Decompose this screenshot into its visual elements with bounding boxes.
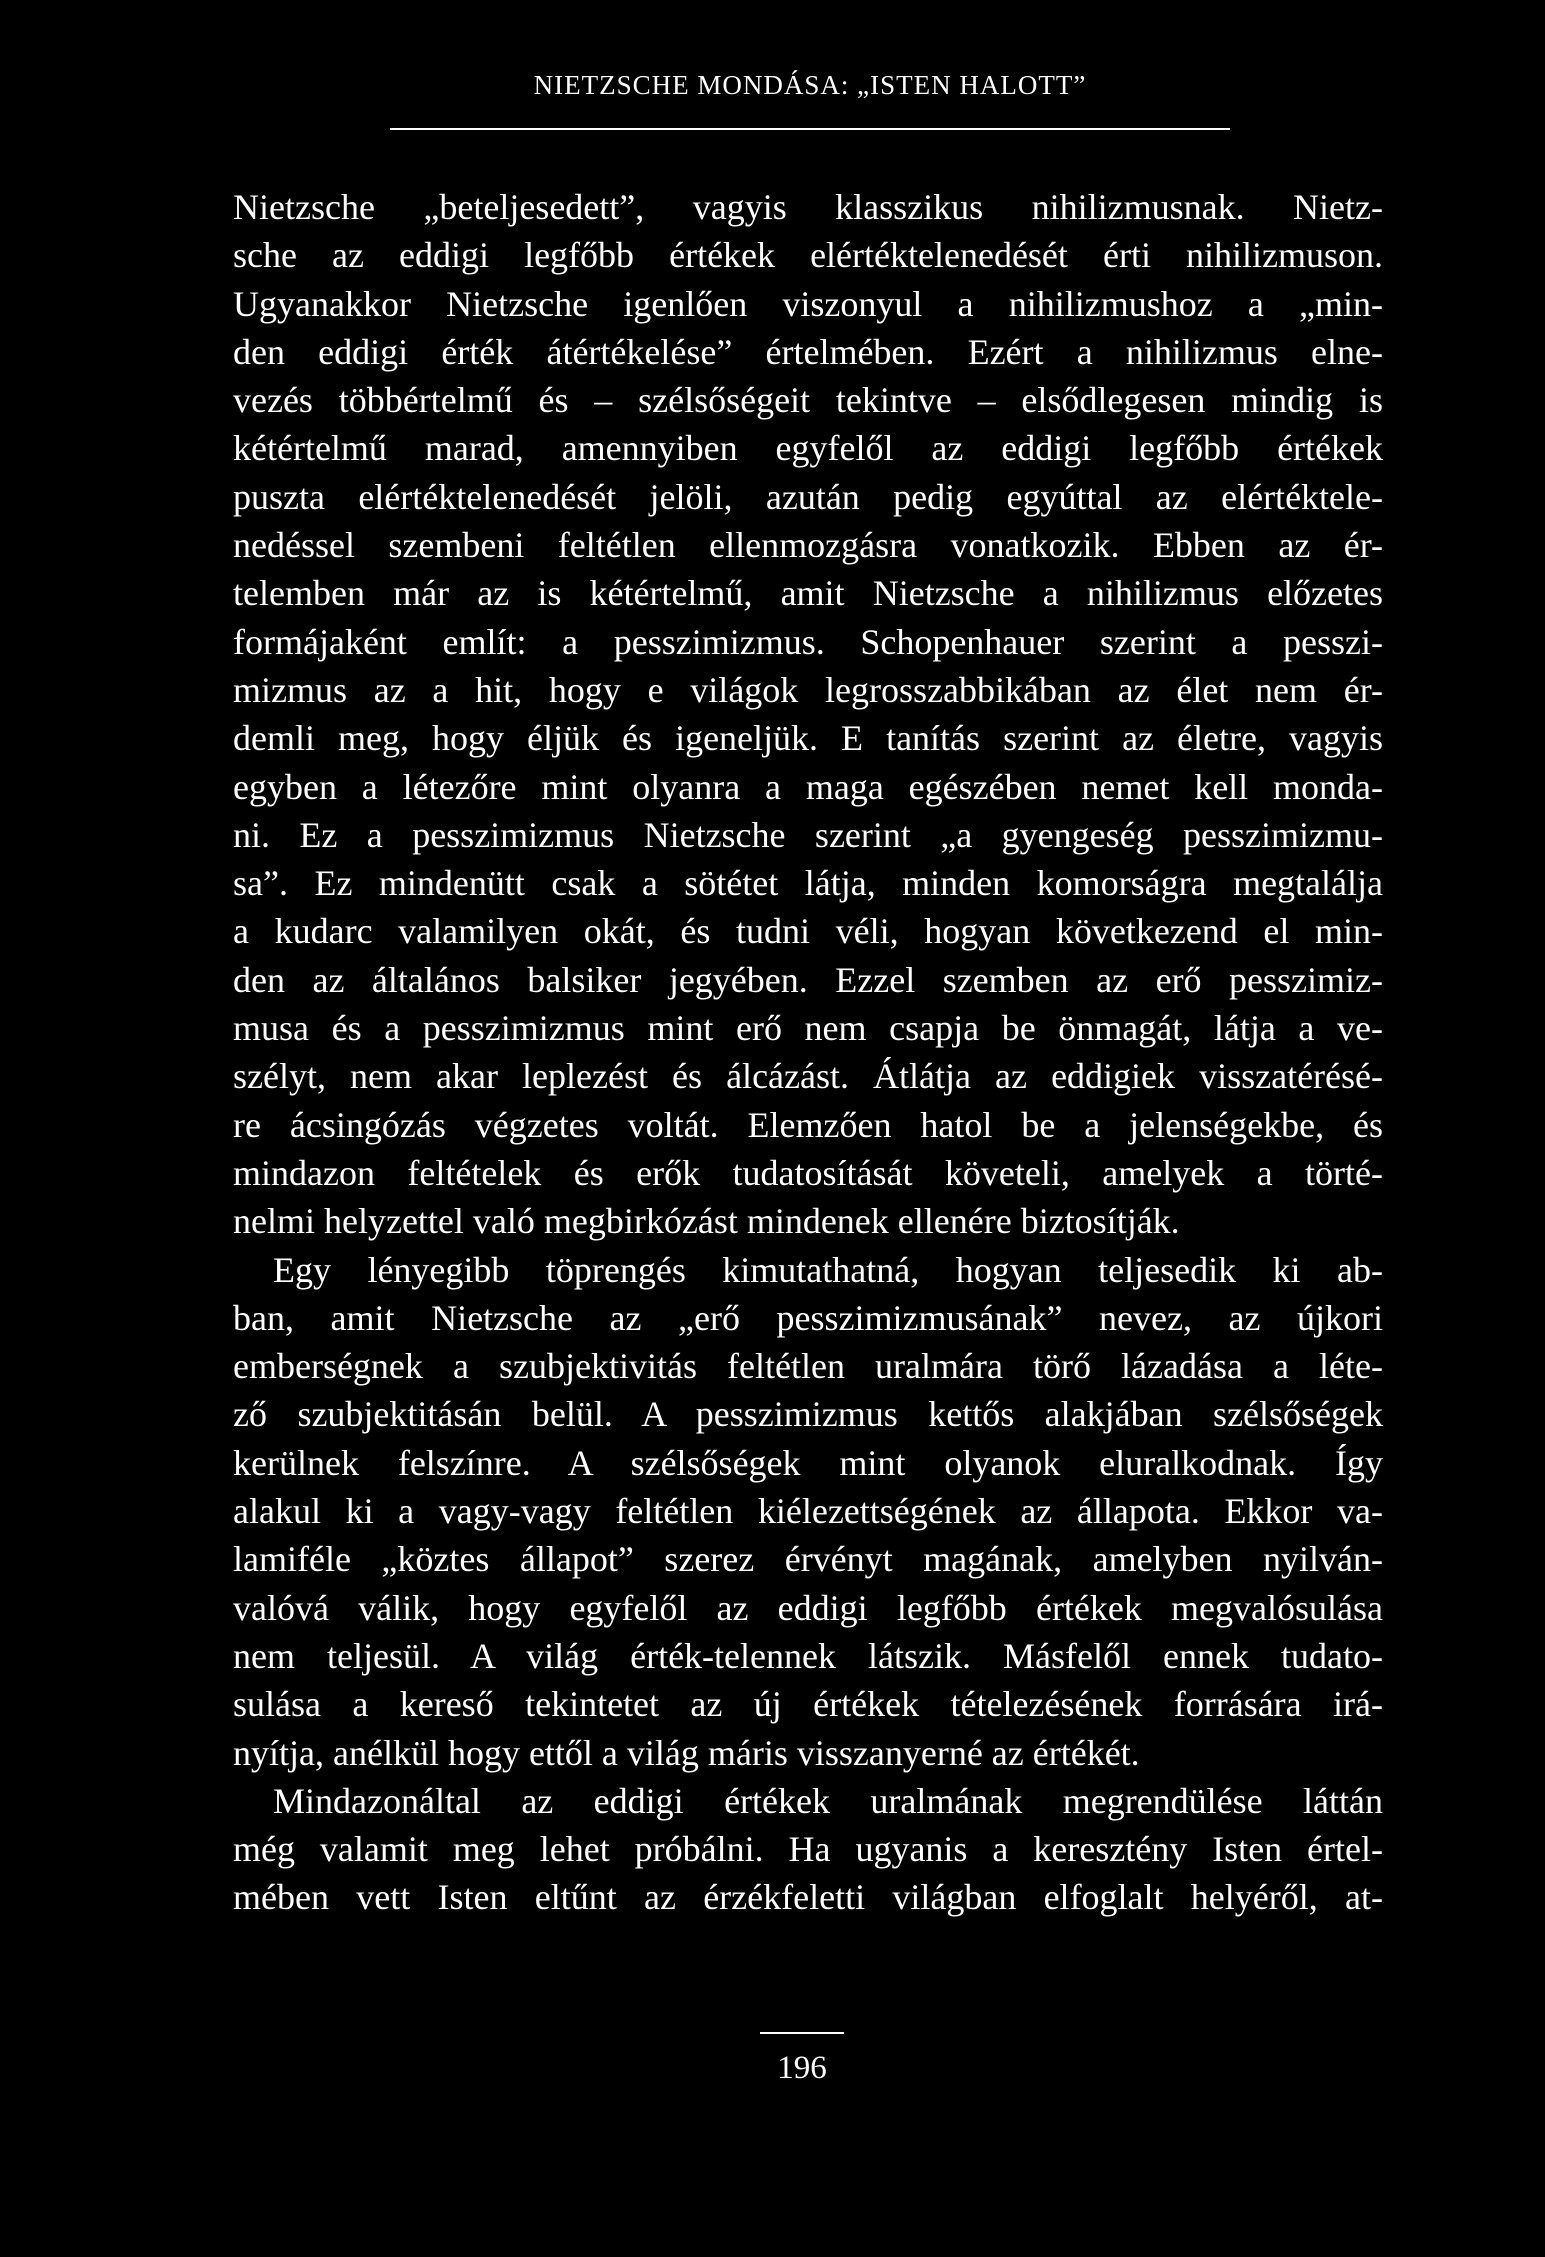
text-line: kétértelmű marad, amennyiben egyfelől az eddigi legfőbb értékek (233, 428, 1383, 469)
text-line: szélyt, nem akar leplezést és álcázást. Átlátja az eddigiek visszatérésé- (233, 1056, 1383, 1097)
text-line: ni. Ez a pesszimizmus Nietzsche szerint „a gyengeség pesszimizmu- (233, 814, 1383, 855)
text-line: még valamit meg lehet próbálni. Ha ugyanis a keresztény Isten értel- (233, 1829, 1383, 1870)
body-text (233, 183, 1383, 1922)
text-line: nyítja, anélkül hogy ettől a világ máris visszanyerné az értékét. (233, 1732, 1140, 1773)
text-line: nelmi helyzettel való megbirkózást mindenek ellenére biztosítják. (233, 1201, 1180, 1242)
text-line: nedéssel szembeni feltétlen ellenmozgásra vonatkozik. Ebben az ér- (233, 525, 1383, 566)
text-line: alakul ki a vagy-vagy feltétlen kiélezettségének az állapota. Ekkor va- (233, 1491, 1383, 1532)
header-rule (390, 128, 1230, 130)
text-line: Egy lényegibb töprengés kimutathatná, hogyan teljesedik ki ab- (273, 1249, 1383, 1290)
text-line: emberségnek a szubjektivitás feltétlen uralmára törő lázadása a léte- (233, 1346, 1383, 1387)
text-line: kerülnek felszínre. A szélsőségek mint olyanok eluralkodnak. Így (233, 1442, 1383, 1483)
text-line: formájaként említ: a pesszimizmus. Schopenhauer szerint a pesszi- (233, 621, 1383, 662)
text-line: sche az eddigi legfőbb értékek elértéktelenedését érti nihilizmuson. (233, 235, 1383, 276)
text-line: nem teljesül. A világ érték-telennek látszik. Másfelől ennek tudato- (233, 1635, 1383, 1676)
text-line: Ugyanakkor Nietzsche igenlően viszonyul a nihilizmushoz a „min- (233, 283, 1383, 324)
text-line: valóvá válik, hogy egyfelől az eddigi legfőbb értékek megvalósulása (233, 1587, 1383, 1628)
text-line: sulása a kereső tekintetet az új értékek tételezésének forrására irá- (233, 1684, 1383, 1725)
text-line: telemben már az is kétértelmű, amit Nietzsche a nihilizmus előzetes (233, 573, 1383, 614)
text-line: a kudarc valamilyen okát, és tudni véli, hogyan következend el min- (233, 911, 1383, 952)
page-number: 196 (777, 2050, 827, 2086)
text-line: puszta elértéktelenedését jelöli, azután pedig egyúttal az elértéktele- (233, 476, 1383, 517)
text-line: re ácsingózás végzetes voltát. Elemzően hatol be a jelenségekbe, és (233, 1104, 1383, 1145)
text-line: musa és a pesszimizmus mint erő nem csapja be önmagát, látja a ve- (233, 1008, 1383, 1049)
text-line: mében vett Isten eltűnt az érzékfeletti világban elfoglalt helyéről, at- (233, 1877, 1383, 1918)
running-header: NIETZSCHE MONDÁSA: „ISTEN HALOTT” (533, 70, 1087, 100)
text-line: mindazon feltételek és erők tudatosítását követeli, amelyek a törté- (233, 1152, 1383, 1193)
text-line: sa”. Ez mindenütt csak a sötétet látja, minden komorságra megtalálja (233, 863, 1383, 904)
text-line: mizmus az a hit, hogy e világok legrosszabbikában az élet nem ér- (233, 669, 1383, 710)
text-line: den az általános balsiker jegyében. Ezzel szemben az erő pesszimiz- (233, 959, 1383, 1000)
text-line: Mindazonáltal az eddigi értékek uralmának megrendülése láttán (273, 1780, 1383, 1821)
text-line: Nietzsche „beteljesedett”, vagyis klasszikus nihilizmusnak. Nietz- (233, 187, 1383, 227)
text-line: den eddigi érték átértékelése” értelmében. Ezért a nihilizmus elne- (233, 331, 1383, 372)
text-line: ban, amit Nietzsche az „erő pesszimizmusának” nevez, az újkori (233, 1297, 1383, 1338)
text-line: demli meg, hogy éljük és igeneljük. E tanítás szerint az életre, vagyis (233, 718, 1383, 759)
text-line: egyben a létezőre mint olyanra a maga egészében nemet kell monda- (233, 766, 1383, 807)
text-line: lamiféle „köztes állapot” szerez érvényt magának, amelyben nyilván- (233, 1539, 1383, 1580)
footer-rule (760, 2032, 844, 2034)
text-line: vezés többértelmű és – szélsőségeit tekintve – elsődlegesen mindig is (233, 380, 1383, 421)
text-line: ző szubjektitásán belül. A pesszimizmus kettős alakjában szélsőségek (233, 1394, 1383, 1435)
